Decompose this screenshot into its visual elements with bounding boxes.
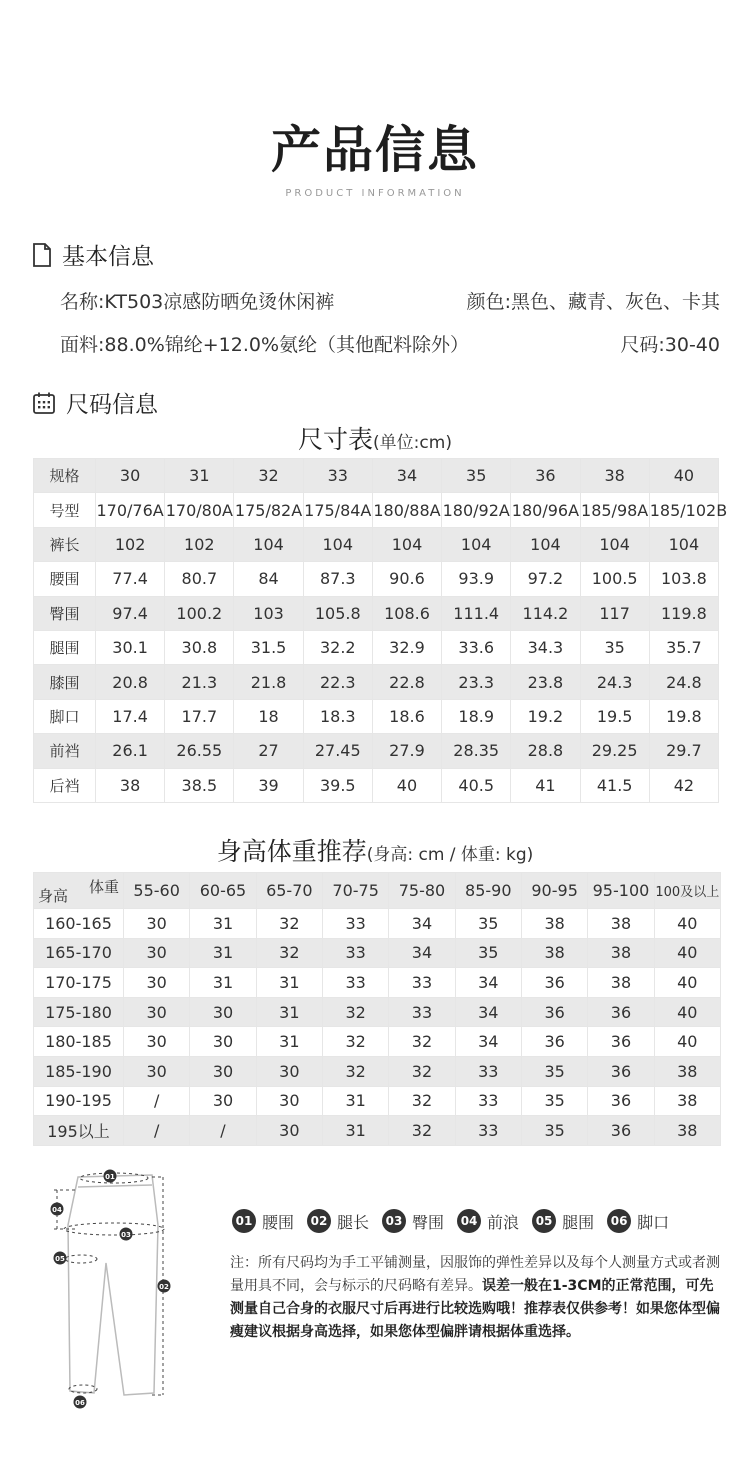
recommend-cell: 31: [190, 938, 256, 968]
recommend-cell: 30: [124, 1056, 190, 1086]
recommend-cell: 32: [389, 1027, 455, 1057]
size-cell: 170/76A: [96, 493, 165, 527]
size-cell: 35.7: [649, 630, 718, 664]
legend-number-badge: 06: [607, 1209, 631, 1233]
size-cell: 104: [234, 527, 303, 561]
recommend-cell: 35: [455, 938, 521, 968]
size-cell: 34: [372, 459, 441, 493]
recommend-cell: 32: [389, 1086, 455, 1116]
weight-header: 95-100: [588, 873, 654, 909]
size-cell: 80.7: [165, 562, 234, 596]
recommend-cell: /: [190, 1116, 256, 1146]
basic-info-heading: [32, 238, 154, 271]
size-table-title-text: 尺寸表: [298, 425, 374, 454]
recommend-cell: 38: [588, 938, 654, 968]
recommend-cell: 31: [256, 968, 322, 998]
recommend-cell: 40: [654, 968, 720, 998]
size-cell: 19.5: [580, 699, 649, 733]
legend-label: 臀围: [412, 1212, 445, 1232]
legend-number-badge: 01: [232, 1209, 256, 1233]
recommend-cell: 36: [588, 997, 654, 1027]
recommend-row: [34, 909, 721, 939]
size-cell: 170/80A: [165, 493, 234, 527]
legend-item: [232, 1209, 294, 1233]
size-cell: 17.4: [96, 699, 165, 733]
size-cell: 97.2: [511, 562, 580, 596]
recommend-corner: [34, 873, 124, 909]
info-row-1: [60, 287, 720, 314]
size-row-label: 后裆: [34, 768, 96, 802]
recommend-cell: 30: [256, 1116, 322, 1146]
recommend-cell: 32: [256, 909, 322, 939]
size-table-row: [34, 630, 719, 664]
recommend-cell: 30: [190, 1086, 256, 1116]
recommend-cell: 34: [455, 997, 521, 1027]
recommend-cell: 38: [654, 1056, 720, 1086]
recommend-cell: 32: [256, 938, 322, 968]
recommend-cell: 33: [389, 968, 455, 998]
size-table-row: [34, 459, 719, 493]
recommend-cell: 30: [256, 1056, 322, 1086]
weight-header: 65-70: [256, 873, 322, 909]
recommend-cell: 36: [588, 1027, 654, 1057]
recommend-cell: 38: [654, 1086, 720, 1116]
size-cell: 77.4: [96, 562, 165, 596]
product-fabric: 面料:88.0%锦纶+12.0%氨纶（其他配料除外）: [60, 334, 470, 356]
size-cell: 26.55: [165, 734, 234, 768]
size-table-row: [34, 665, 719, 699]
size-cell: 18.6: [372, 699, 441, 733]
size-info-label: 尺码信息: [66, 392, 158, 418]
size-cell: 185/102B: [649, 493, 718, 527]
weight-header: 90-95: [521, 873, 587, 909]
corner-weight-label: 体重: [88, 878, 119, 896]
recommend-cell: 32: [322, 1056, 388, 1086]
size-row-label: 裤长: [34, 527, 96, 561]
recommend-cell: 31: [190, 909, 256, 939]
legend-label: 脚口: [637, 1212, 670, 1232]
legend-number-badge: 05: [532, 1209, 556, 1233]
size-cell: 31: [165, 459, 234, 493]
size-table-row: [34, 768, 719, 802]
size-table: [33, 458, 728, 803]
size-cell: 18.3: [303, 699, 372, 733]
recommend-cell: 30: [124, 968, 190, 998]
size-cell: 105.8: [303, 596, 372, 630]
recommend-row: [34, 1056, 721, 1086]
size-row-label: 腿围: [34, 630, 96, 664]
size-cell: 39.5: [303, 768, 372, 802]
size-cell: 104: [372, 527, 441, 561]
legend-label: 腰围: [262, 1212, 295, 1232]
marker-05: 05: [55, 1255, 65, 1263]
recommend-cell: 35: [521, 1056, 587, 1086]
legend-number-badge: 03: [382, 1209, 406, 1233]
size-cell: 108.6: [372, 596, 441, 630]
size-cell: 180/88A: [372, 493, 441, 527]
measurement-legend: [232, 1209, 682, 1233]
size-cell: 104: [649, 527, 718, 561]
height-label: 175-180: [34, 997, 124, 1027]
recommend-cell: 36: [521, 968, 587, 998]
note-bold: 误差一般在1-3CM的正常范围，可先测量自己合身的衣服尺寸后再进行比较选购哦！推荐表仅供参考！如果您体型偏瘦建议根据身高选择，如果您体型偏胖请根据体重选择。: [230, 1278, 720, 1340]
height-label: 170-175: [34, 968, 124, 998]
size-cell: 103: [234, 596, 303, 630]
weight-header: 70-75: [322, 873, 388, 909]
size-cell: 26.1: [96, 734, 165, 768]
recommend-row: [34, 997, 721, 1027]
recommend-cell: 32: [322, 1027, 388, 1057]
size-cell: 24.8: [649, 665, 718, 699]
size-cell: 38.5: [165, 768, 234, 802]
size-cell: 42: [649, 768, 718, 802]
size-cell: 24.3: [580, 665, 649, 699]
marker-03: 03: [121, 1231, 131, 1239]
recommend-cell: 33: [322, 909, 388, 939]
legend-label: 腿围: [562, 1212, 595, 1232]
recommend-cell: 36: [588, 1056, 654, 1086]
legend-item: [607, 1209, 669, 1233]
size-cell: 41: [511, 768, 580, 802]
size-row-label: 腰围: [34, 562, 96, 596]
recommend-cell: 32: [322, 997, 388, 1027]
recommend-cell: 36: [521, 1027, 587, 1057]
size-cell: 33.6: [442, 630, 511, 664]
size-cell: 34.3: [511, 630, 580, 664]
size-cell: 21.3: [165, 665, 234, 699]
size-cell: 28.8: [511, 734, 580, 768]
recommend-cell: 35: [521, 1116, 587, 1146]
recommend-cell: 38: [521, 938, 587, 968]
size-table-row: [34, 734, 719, 768]
size-cell: 104: [442, 527, 511, 561]
size-table-row: [34, 527, 719, 561]
size-cell: 18.9: [442, 699, 511, 733]
size-table-row: [34, 596, 719, 630]
recommend-row: [34, 938, 721, 968]
product-colors: 颜色:黑色、藏青、灰色、卡其: [466, 291, 720, 313]
size-cell: 104: [511, 527, 580, 561]
size-cell: 27: [234, 734, 303, 768]
size-cell: 114.2: [511, 596, 580, 630]
size-row-label: 脚口: [34, 699, 96, 733]
recommend-cell: 40: [654, 938, 720, 968]
size-cell: 102: [165, 527, 234, 561]
size-cell: 31.5: [234, 630, 303, 664]
size-cell: 185/98A: [580, 493, 649, 527]
legend-item: [532, 1209, 594, 1233]
size-cell: 19.8: [649, 699, 718, 733]
recommend-cell: 40: [654, 997, 720, 1027]
recommend-cell: 32: [389, 1056, 455, 1086]
size-cell: 30: [96, 459, 165, 493]
recommend-cell: 40: [654, 909, 720, 939]
size-cell: 38: [96, 768, 165, 802]
recommend-cell: 33: [389, 997, 455, 1027]
calendar-icon: [32, 391, 56, 415]
info-row-2: [60, 330, 720, 357]
size-cell: 28.35: [442, 734, 511, 768]
size-cell: 103.8: [649, 562, 718, 596]
size-cell: 35: [442, 459, 511, 493]
size-cell: 32.9: [372, 630, 441, 664]
weight-header: 100及以上: [654, 873, 720, 909]
height-label: 180-185: [34, 1027, 124, 1057]
size-row-label: 前裆: [34, 734, 96, 768]
recommend-cell: 30: [124, 997, 190, 1027]
recommend-cell: 31: [190, 968, 256, 998]
recommend-cell: 35: [521, 1086, 587, 1116]
size-cell: 87.3: [303, 562, 372, 596]
size-row-label: 臀围: [34, 596, 96, 630]
size-cell: 93.9: [442, 562, 511, 596]
recommend-cell: 34: [455, 1027, 521, 1057]
size-cell: 84: [234, 562, 303, 596]
marker-01: 01: [105, 1173, 115, 1181]
size-cell: 38: [580, 459, 649, 493]
recommend-cell: 34: [389, 938, 455, 968]
weight-header: 55-60: [124, 873, 190, 909]
size-cell: 90.6: [372, 562, 441, 596]
recommend-cell: 30: [190, 1027, 256, 1057]
size-cell: 20.8: [96, 665, 165, 699]
recommend-cell: 32: [389, 1116, 455, 1146]
size-cell: 35: [580, 630, 649, 664]
note-normal: 注：所有尺码均为手工平铺测量，因服饰的弹性差异以及每个人测量方式或者测量用具不同，会与标示的尺码略有差异。: [230, 1255, 720, 1294]
legend-number-badge: 02: [307, 1209, 331, 1233]
legend-item: [457, 1209, 519, 1233]
basic-info-label: 基本信息: [62, 244, 154, 270]
size-cell: 40: [649, 459, 718, 493]
measurement-note: [230, 1252, 722, 1344]
size-cell: 119.8: [649, 596, 718, 630]
height-label: 160-165: [34, 909, 124, 939]
recommend-cell: 33: [322, 938, 388, 968]
size-cell: 40.5: [442, 768, 511, 802]
recommend-cell: 31: [322, 1086, 388, 1116]
height-label: 195以上: [34, 1116, 124, 1146]
size-cell: 30.1: [96, 630, 165, 664]
legend-item: [307, 1209, 369, 1233]
legend-label: 腿长: [337, 1212, 370, 1232]
weight-header: 60-65: [190, 873, 256, 909]
recommend-cell: 31: [256, 1027, 322, 1057]
recommend-cell: 33: [455, 1116, 521, 1146]
recommend-title-text: 身高体重推荐: [216, 837, 367, 866]
recommend-cell: 31: [322, 1116, 388, 1146]
recommend-unit: (身高: cm / 体重: kg): [366, 845, 534, 865]
legend-number-badge: 04: [457, 1209, 481, 1233]
size-table-row: [34, 493, 719, 527]
height-label: 190-195: [34, 1086, 124, 1116]
size-cell: 30.8: [165, 630, 234, 664]
size-cell: 117: [580, 596, 649, 630]
recommend-cell: 30: [190, 997, 256, 1027]
size-row-label: 膝围: [34, 665, 96, 699]
recommend-cell: /: [124, 1116, 190, 1146]
size-row-label: 号型: [34, 493, 96, 527]
recommend-cell: 36: [521, 997, 587, 1027]
corner-height-label: 身高: [38, 887, 69, 905]
size-cell: 102: [96, 527, 165, 561]
page-title: 产品信息: [271, 121, 479, 179]
size-table-row: [34, 699, 719, 733]
size-cell: 27.45: [303, 734, 372, 768]
size-cell: 39: [234, 768, 303, 802]
size-cell: 22.3: [303, 665, 372, 699]
size-cell: 23.8: [511, 665, 580, 699]
recommend-cell: 30: [256, 1086, 322, 1116]
recommend-cell: 34: [389, 909, 455, 939]
height-label: 185-190: [34, 1056, 124, 1086]
size-cell: 32.2: [303, 630, 372, 664]
size-cell: 33: [303, 459, 372, 493]
recommend-cell: 33: [322, 968, 388, 998]
size-cell: 111.4: [442, 596, 511, 630]
size-cell: 21.8: [234, 665, 303, 699]
recommend-cell: 33: [455, 1086, 521, 1116]
recommend-cell: 30: [124, 938, 190, 968]
size-table-unit: (单位:cm): [373, 433, 452, 453]
size-table-row: [34, 562, 719, 596]
legend-label: 前浪: [487, 1212, 520, 1232]
recommend-cell: 40: [654, 1027, 720, 1057]
recommend-cell: 38: [654, 1116, 720, 1146]
document-icon: [32, 243, 52, 267]
recommend-cell: 30: [124, 1027, 190, 1057]
recommend-cell: /: [124, 1086, 190, 1116]
size-cell: 100.2: [165, 596, 234, 630]
legend-item: [382, 1209, 444, 1233]
recommend-table: [33, 872, 721, 1146]
size-cell: 36: [511, 459, 580, 493]
height-label: 165-170: [34, 938, 124, 968]
size-cell: 104: [580, 527, 649, 561]
size-cell: 19.2: [511, 699, 580, 733]
size-cell: 180/92A: [442, 493, 511, 527]
size-cell: 27.9: [372, 734, 441, 768]
size-cell: 175/82A: [234, 493, 303, 527]
recommend-row: [34, 1116, 721, 1146]
recommend-cell: 38: [521, 909, 587, 939]
size-cell: 175/84A: [303, 493, 372, 527]
size-cell: 41.5: [580, 768, 649, 802]
marker-04: 04: [52, 1206, 62, 1214]
size-cell: 29.25: [580, 734, 649, 768]
recommend-cell: 30: [190, 1056, 256, 1086]
recommend-row: [34, 1086, 721, 1116]
product-name: 名称:KT503凉感防晒免烫休闲裤: [60, 291, 335, 313]
size-cell: 32: [234, 459, 303, 493]
product-size-range: 尺码:30-40: [620, 334, 720, 356]
recommend-title: [0, 832, 750, 868]
recommend-cell: 30: [124, 909, 190, 939]
size-info-heading: [32, 386, 158, 419]
recommend-cell: 34: [455, 968, 521, 998]
page-subtitle: PRODUCT INFORMATION: [285, 188, 465, 199]
recommend-row: [34, 968, 721, 998]
size-cell: 40: [372, 768, 441, 802]
recommend-cell: 36: [588, 1086, 654, 1116]
recommend-row: [34, 1027, 721, 1057]
recommend-cell: 33: [455, 1056, 521, 1086]
size-table-title: [0, 420, 750, 456]
marker-06: 06: [75, 1399, 85, 1407]
size-cell: 104: [303, 527, 372, 561]
recommend-cell: 38: [588, 968, 654, 998]
marker-02: 02: [159, 1283, 169, 1291]
size-cell: 18: [234, 699, 303, 733]
weight-header: 75-80: [389, 873, 455, 909]
recommend-cell: 35: [455, 909, 521, 939]
size-cell: 180/96A: [511, 493, 580, 527]
size-cell: 17.7: [165, 699, 234, 733]
recommend-cell: 36: [588, 1116, 654, 1146]
recommend-header-row: [34, 873, 721, 909]
size-cell: 100.5: [580, 562, 649, 596]
size-cell: 97.4: [96, 596, 165, 630]
weight-header: 85-90: [455, 873, 521, 909]
size-cell: 22.8: [372, 665, 441, 699]
pants-diagram: [40, 1165, 180, 1415]
size-cell: 29.7: [649, 734, 718, 768]
size-row-label: 规格: [34, 459, 96, 493]
recommend-cell: 31: [256, 997, 322, 1027]
size-cell: 23.3: [442, 665, 511, 699]
recommend-cell: 38: [588, 909, 654, 939]
